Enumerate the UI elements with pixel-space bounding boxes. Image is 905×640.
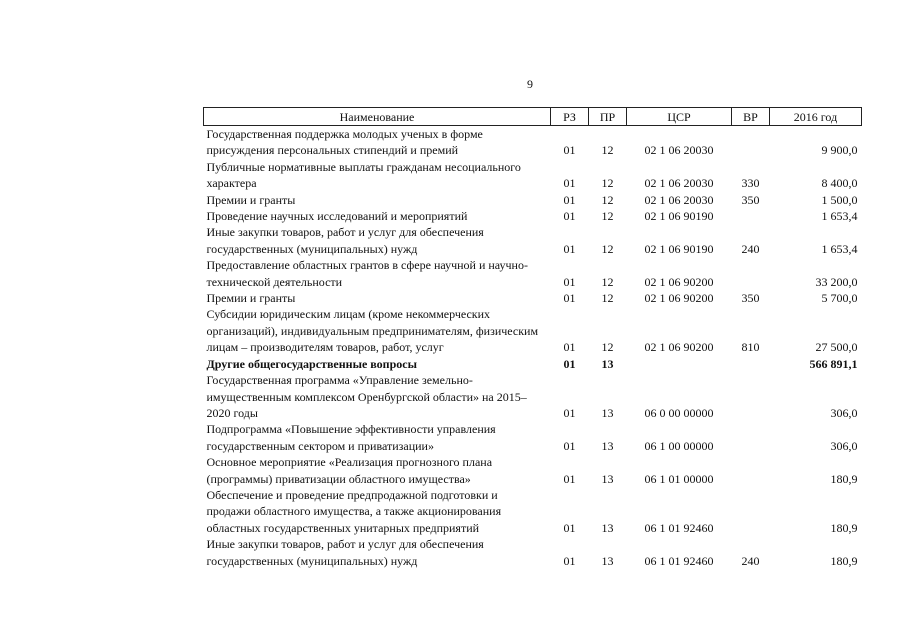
cell-vr <box>732 126 770 159</box>
cell-csr: 02 1 06 90200 <box>644 340 714 355</box>
cell-vr: 330 <box>741 176 760 191</box>
cell-rz: 01 <box>563 143 576 158</box>
cell-rz: 01 <box>563 438 576 453</box>
cell-vr <box>732 356 770 372</box>
cell-rz: 01 <box>563 241 576 256</box>
cell-pr: 13 <box>601 471 614 486</box>
cell-vr <box>732 454 770 487</box>
cell-pr: 13 <box>601 520 614 535</box>
cell-sum: 1 500,0 <box>821 192 858 207</box>
table-row <box>204 208 862 224</box>
cell-name: Субсидии юридическим лицам (кроме некоммерческих организаций), индивидуальным предпринимателям, физическим лицам – производителям товаров, работ, услуг <box>206 307 539 355</box>
cell-csr: 02 1 06 20030 <box>644 176 714 191</box>
cell-csr: 06 1 01 00000 <box>644 471 714 486</box>
table-row <box>204 487 862 536</box>
cell-pr: 12 <box>601 192 614 207</box>
table-header-row <box>204 108 862 126</box>
cell-rz: 01 <box>563 176 576 191</box>
cell-csr: 06 1 01 92460 <box>644 553 714 568</box>
cell-name: Основное мероприятие «Реализация прогнозного плана (программы) приватизации областного имущества» <box>206 455 493 486</box>
table-row <box>204 192 862 208</box>
cell-vr <box>732 257 770 290</box>
cell-rz: 01 <box>563 471 576 486</box>
cell-name: Подпрограмма «Повышение эффективности управления государственным сектором и приватизации» <box>206 422 496 453</box>
cell-sum: 306,0 <box>830 405 858 420</box>
header-vr: ВР <box>732 108 770 126</box>
cell-sum: 1 653,4 <box>821 241 858 256</box>
cell-pr: 12 <box>601 291 614 306</box>
cell-rz: 01 <box>563 291 576 306</box>
cell-rz: 01 <box>563 274 576 289</box>
page-number: 9 <box>527 77 533 91</box>
cell-sum: 33 200,0 <box>815 274 858 289</box>
cell-pr: 12 <box>601 241 614 256</box>
cell-sum: 180,9 <box>830 471 858 486</box>
table-row <box>204 421 862 454</box>
table-row <box>204 356 862 372</box>
cell-sum: 566 891,1 <box>809 356 858 371</box>
cell-rz: 01 <box>563 405 576 420</box>
cell-pr: 12 <box>601 340 614 355</box>
header-rz: РЗ <box>551 108 589 126</box>
header-csr: ЦСР <box>627 108 732 126</box>
cell-vr: 810 <box>741 340 760 355</box>
cell-rz: 01 <box>563 553 576 568</box>
cell-name: Премии и гранты <box>206 192 296 207</box>
table-row <box>204 290 862 306</box>
header-year: 2016 год <box>770 108 862 126</box>
table-row <box>204 372 862 421</box>
cell-rz: 01 <box>563 520 576 535</box>
cell-csr: 06 0 00 00000 <box>644 405 714 420</box>
cell-csr: 02 1 06 90190 <box>644 241 714 256</box>
cell-vr <box>732 372 770 421</box>
table-body <box>204 126 862 569</box>
cell-name: Государственная программа «Управление земельно-имущественным комплексом Оренбургской области» на 2015–2020 годы <box>206 373 527 420</box>
cell-sum: 9 900,0 <box>821 143 858 158</box>
cell-csr: 02 1 06 90200 <box>644 291 714 306</box>
table-row <box>204 257 862 290</box>
cell-pr: 13 <box>601 553 614 568</box>
cell-vr: 350 <box>741 192 760 207</box>
table-row <box>204 224 862 257</box>
header-pr: ПР <box>589 108 627 126</box>
cell-vr: 240 <box>741 241 760 256</box>
cell-name: Публичные нормативные выплаты гражданам несоциального характера <box>206 159 521 191</box>
cell-vr: 350 <box>741 291 760 306</box>
cell-pr: 12 <box>601 143 614 158</box>
cell-csr: 02 1 06 20030 <box>644 192 714 207</box>
table-row <box>204 536 862 569</box>
cell-pr: 13 <box>601 438 614 453</box>
cell-sum: 27 500,0 <box>815 340 858 355</box>
cell-rz: 01 <box>563 192 576 207</box>
table-row <box>204 126 862 159</box>
table-row <box>204 306 862 355</box>
cell-name: Предоставление областных грантов в сфере научной и научно-технической деятельности <box>206 258 528 289</box>
cell-pr: 13 <box>601 356 614 371</box>
cell-vr: 240 <box>741 553 760 568</box>
cell-csr: 02 1 06 90190 <box>644 209 714 224</box>
cell-sum: 1 653,4 <box>821 209 858 224</box>
cell-name: Премии и гранты <box>206 291 296 306</box>
cell-sum: 180,9 <box>830 553 858 568</box>
cell-rz: 01 <box>563 340 576 355</box>
cell-rz: 01 <box>563 209 576 224</box>
cell-vr <box>732 487 770 536</box>
cell-name: Иные закупки товаров, работ и услуг для обеспечения государственных (муниципальных) нужд <box>206 537 484 568</box>
cell-csr: 02 1 06 90200 <box>644 274 714 289</box>
cell-pr: 13 <box>601 405 614 420</box>
cell-csr <box>627 356 732 372</box>
cell-csr: 02 1 06 20030 <box>644 143 714 158</box>
cell-name: Государственная поддержка молодых ученых в форме присуждения персональных стипендий и премий <box>206 127 483 158</box>
cell-sum: 306,0 <box>830 438 858 453</box>
cell-name: Иные закупки товаров, работ и услуг для обеспечения государственных (муниципальных) нужд <box>206 225 484 256</box>
cell-pr: 12 <box>601 176 614 191</box>
cell-name: Другие общегосударственные вопросы <box>206 356 417 371</box>
cell-vr <box>732 421 770 454</box>
cell-sum: 180,9 <box>830 520 858 535</box>
cell-rz: 01 <box>563 356 576 371</box>
table-row <box>204 159 862 192</box>
cell-vr <box>732 208 770 224</box>
table-row <box>204 454 862 487</box>
cell-pr: 12 <box>601 209 614 224</box>
cell-csr: 06 1 00 00000 <box>644 438 714 453</box>
cell-pr: 12 <box>601 274 614 289</box>
budget-table <box>203 107 862 569</box>
header-name: Наименование <box>204 108 551 126</box>
cell-sum: 5 700,0 <box>821 291 858 306</box>
cell-name: Проведение научных исследований и мероприятий <box>206 209 468 224</box>
cell-name: Обеспечение и проведение предпродажной подготовки и продажи областного имущества, а также акционирования областных государственных унитарных предприятий <box>206 487 502 535</box>
cell-sum: 8 400,0 <box>821 176 858 191</box>
cell-csr: 06 1 01 92460 <box>644 520 714 535</box>
